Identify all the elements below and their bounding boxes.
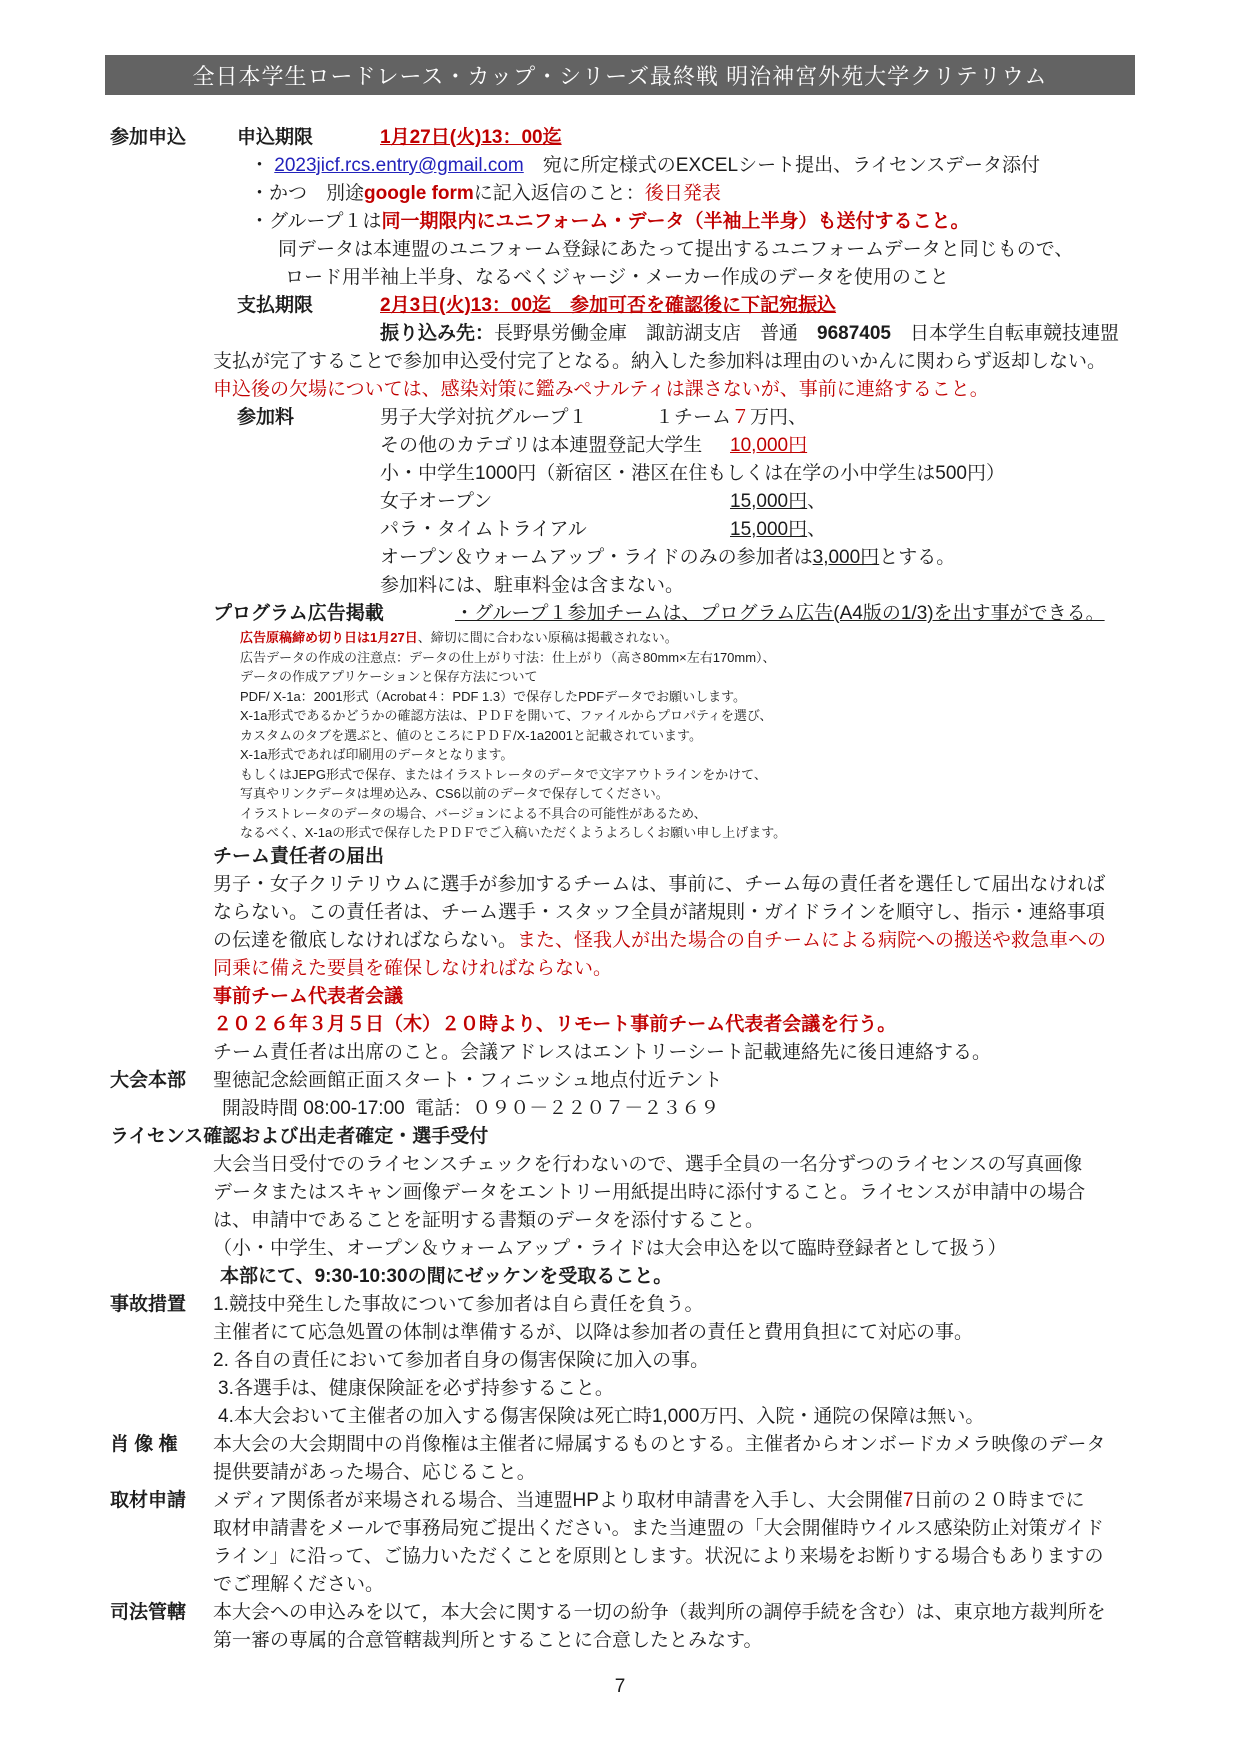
text-segment: PDF/ X-1a：2001形式（Acrobat４：PDF 1.3）で保存したPDFデータでお願いします。 [240,688,747,704]
line-content [213,983,403,1011]
line-content [213,1543,1104,1571]
line-ad-note-8 [110,765,1140,785]
text-segment: 第一審の専属的合意管轄裁判所とすることに合意したとみなす。 [213,1629,763,1651]
line-content [213,1571,384,1599]
line-cell [213,1207,764,1235]
line-cell [240,687,746,707]
line-cell [213,927,1106,955]
line-cell [380,544,955,572]
line-content [380,516,826,544]
text-segment: 1月27日(火)13：00迄 [380,127,562,148]
line-content [213,1319,973,1347]
line-cell [213,1347,709,1375]
text-segment: チーム責任者は出席のこと。会議アドレスはエントリーシート記載連絡先に後日連絡する。 [213,1041,992,1063]
text-segment: ライセンス確認および出走者確定・選手受付 [110,1125,489,1147]
text-segment: 同乗に備えた要員を確保しなければならない。 [213,957,613,979]
line-press-2 [110,1515,1140,1543]
line-program-ad [110,600,1140,628]
line-cell [240,823,786,843]
text-segment: 9687405 [817,323,891,344]
line-content [250,180,721,208]
line-team-manager-1 [110,871,1140,899]
line-cell [213,1627,762,1655]
line-google-form [110,180,1140,208]
text-segment: 長野県労働金庫 諏訪湖支店 普通 [494,323,818,344]
line-cell [213,1067,722,1095]
line-cell [218,1375,614,1403]
line-ad-note-6 [110,726,1140,746]
text-segment: 2月3日(火)13：00迄 参加可否を確認後に下記宛振込 [380,295,837,316]
line-cell [380,572,684,600]
text-segment: 宛に所定様式のEXCELシート提出、ライセンスデータ添付 [523,155,1040,176]
text-segment: 日本学生自転車競技連盟 [891,323,1120,344]
line-content [240,706,772,726]
text-segment: 7 [902,1489,914,1511]
line-content [240,784,669,804]
line-pre-meeting-note [110,1039,1140,1067]
text-segment: とする。 [879,547,956,568]
line-press-1 [110,1487,1140,1515]
line-accident-5 [110,1403,1140,1431]
line-cell [250,180,721,208]
email-link[interactable]: 2023jicf.rcs.entry@gmail.com [274,155,524,176]
line-cell [213,1515,1104,1543]
text-segment: 女子オープン [380,491,493,512]
line-press-3 [110,1543,1140,1571]
line-content [380,292,836,320]
text-segment: 、締切に間に合わない原稿は掲載されない。 [417,630,678,645]
text-segment: チーム責任者の届出 [213,845,385,867]
page-title: 全日本学生ロードレース・カップ・シリーズ最終戦 明治神宮外苑大学クリテリウム [192,63,1048,89]
line-content [213,1235,1007,1263]
line-ad-note-11 [110,823,1140,843]
line-cell [730,488,826,516]
line-ad-note-2 [110,648,1140,668]
line-content [240,648,776,668]
line-cell [240,784,669,804]
line-fee-other [110,432,1140,460]
line-bank-account [110,320,1140,348]
line-content [278,236,1073,264]
line-team-manager-4 [110,955,1140,983]
line-cell [213,1319,973,1347]
text-segment: に記入返信のこと： [473,183,645,204]
line-cell [380,432,730,460]
line-cell [240,667,537,687]
line-content [380,488,826,516]
line-cell [240,745,513,765]
line-press-4 [110,1571,1140,1599]
line-content [380,544,955,572]
text-segment: 15,000円 [730,519,808,540]
line-pre-meeting-datetime [110,1011,1140,1039]
text-segment: 小・中学生1000円（新宿区・港区在住もしくは在学の小中学生は500円） [380,463,1005,484]
text-segment: ７ [731,407,751,428]
line-cell [380,516,730,544]
line-content [213,376,989,404]
line-cell [250,152,1040,180]
text-segment: 万円、 [750,407,808,428]
line-fee-para-tt [110,516,1140,544]
line-cell [240,804,707,824]
text-segment: プログラム広告掲載 [213,603,384,624]
text-segment: 支払が完了することで参加申込受付完了となる。納入した参加料は理由のいかんに関わらず返却しない。 [213,351,1107,372]
line-content [240,804,707,824]
line-cell [213,1599,1106,1627]
page-number: 7 [614,1676,626,1697]
line-content [240,726,702,746]
text-segment: google form [364,183,474,204]
sub-label: 参加料 [237,407,295,428]
line-cell [213,1011,896,1039]
line-fee-elementary [110,460,1140,488]
text-segment: オープン＆ウォームアップ・ライドのみの参加者は [380,547,813,568]
text-segment: 取材申請書をメールで事務局宛ご提出ください。また当連盟の「大会開催時ウイルス感染防止対策ガイド [213,1517,1104,1539]
line-cell [220,1263,672,1291]
line-fee-open-ride [110,544,1140,572]
text-segment: X-1a形式であれば印刷用のデータとなります。 [240,747,514,762]
line-entry-deadline [110,124,1140,152]
line-content [213,1179,1085,1207]
line-cell [380,320,1119,348]
line-team-manager-2 [110,899,1140,927]
section-label: 参加申込 [110,127,187,148]
line-entry-email [110,152,1140,180]
line-content [250,208,970,236]
line-content [285,264,949,292]
text-segment: （小・中学生、オープン＆ウォームアップ・ライドは大会申込を以て臨時登録者として扱う） [213,1237,1007,1259]
text-segment: 男子大学対抗グループ１ [380,407,588,428]
line-cell [730,432,807,460]
line-portrait-1 [110,1431,1140,1459]
line-cell [240,706,772,726]
text-segment: パラ・タイムトライアル [380,519,587,540]
line-cell [213,1571,384,1599]
line-cell [730,516,826,544]
sub-label: 申込期限 [237,127,314,148]
text-segment: 写真やリンクデータは埋め込み、CS6以前のデータで保存してください。 [240,786,669,801]
line-content [213,348,1106,376]
text-segment: X-1a形式であるかどうかの確認方法は、ＰＤＦを開いて、ファイルからプロパティを選び、 [240,708,773,723]
line-portrait-2 [110,1459,1140,1487]
line-cell [213,983,403,1011]
line-cell [240,648,776,668]
text-segment: ・ [250,155,275,176]
line-content [213,1627,762,1655]
line-content [213,1459,536,1487]
line-cell [213,1235,1007,1263]
text-segment: 3,000円 [812,547,880,568]
line-group1-uniform [110,208,1140,236]
line-fee-women-open [110,488,1140,516]
line-cell [213,1487,1084,1515]
line-cell [250,208,970,236]
text-segment: 1.競技中発生した事故について参加者は自ら責任を負う。 [213,1293,704,1315]
line-content [213,1487,1084,1515]
text-segment: 大会当日受付でのライセンスチェックを行わないので、選手全員の一名分ずつのライセンスの写真画像 [213,1153,1083,1175]
text-segment: 、 [807,519,827,540]
line-cell [213,376,989,404]
line-content [380,124,562,152]
text-segment: データまたはスキャン画像データをエントリー用紙提出時に添付すること。ライセンスが申請中の場合 [213,1181,1086,1203]
text-segment: 10,000円 [730,435,808,456]
text-segment: イラストレータのデータの場合、バージョンによる不具合の可能性があるため、 [240,805,707,821]
line-fee-group1 [110,404,1140,432]
line-ad-note-10 [110,804,1140,824]
line-cell [213,348,1106,376]
text-segment: 振り込み先： [380,323,495,344]
line-content [380,404,807,432]
document-body [110,124,1140,1655]
text-segment: カスタムのタブを選ぶと、値のところにＰＤＦ/X-1a2001と記載されています。 [240,727,702,743]
line-ad-note-7 [110,745,1140,765]
line-cell [380,488,730,516]
line-content [218,1403,984,1431]
line-payment-note [110,348,1140,376]
line-ad-note-4 [110,687,1140,707]
line-content [240,667,537,687]
text-segment: 聖徳記念絵画館正面スタート・フィニッシュ地点付近テント [213,1069,723,1091]
text-segment: 提供要請があった場合、応じること。 [213,1461,536,1483]
line-cell [213,1151,1082,1179]
text-segment: １チーム [655,407,732,428]
line-jurisdiction-2 [110,1627,1140,1655]
line-cell [380,292,836,320]
line-cell [213,1543,1104,1571]
line-content [240,823,786,843]
text-segment: 広告原稿締め切り日は1月27日 [240,630,418,645]
section-label: 司法管轄 [110,1601,187,1623]
line-cell [380,404,655,432]
text-segment: の伝達を徹底しなければならない。 [213,929,518,951]
text-segment: 同データは本連盟のユニフォーム登録にあたって提出するユニフォームデータと同じもので、 [278,239,1074,260]
line-content [213,1431,1105,1459]
line-cell [655,404,807,432]
text-segment: 参加料には、駐車料金は含まない。 [380,575,685,596]
line-cell [213,1459,536,1487]
line-content [213,1151,1082,1179]
text-segment: なるべく、X-1aの形式で保存したＰＤＦでご入稿いただくようよろしくお願い申し上げます。 [240,825,787,840]
text-segment: ・かつ 別途 [250,183,365,204]
text-segment: 3.各選手は、健康保険証を必ず持参すること。 [218,1377,614,1399]
line-license-1 [110,1151,1140,1179]
text-segment: ・グループ１参加チームは、プログラム広告(A4版の1/3)を出す事ができる。 [455,603,1105,624]
line-cell [213,955,612,983]
line-content [213,899,1105,927]
line-hq-hours [110,1095,1140,1123]
line-content [213,1039,991,1067]
text-segment: ２０２６年３月５日（木）２０時より、リモート事前チーム代表者会議を行う。 [213,1013,897,1035]
text-segment: でご理解ください。 [213,1573,385,1595]
line-pre-meeting-heading [110,983,1140,1011]
line-content [213,1207,764,1235]
line-cell [278,236,1073,264]
line-team-manager-3 [110,927,1140,955]
line-license-3 [110,1207,1140,1235]
text-segment: もしくはJEPG形式で保存、またはイラストレータのデータで文字アウトラインをかけて、 [240,766,767,782]
line-cell [213,600,455,628]
text-segment: ・グループ１は [250,211,382,232]
text-segment: 広告データの作成の注意点：データの仕上がり寸法：仕上がり（高さ80mm×左右170mm）、 [240,649,776,665]
line-content [213,1011,896,1039]
section-label: 肖 像 権 [110,1433,178,1455]
text-segment: 4.本大会おいて主催者の加入する傷害保険は死亡時1,000万円、入院・通院の保障は無い。 [218,1405,985,1427]
text-segment: は、申請中であることを証明する書類のデータを添付すること。 [213,1209,765,1231]
line-cell [213,1179,1085,1207]
line-content [213,1599,1106,1627]
line-cell [218,1403,984,1431]
text-segment: 男子・女子クリテリウムに選手が参加するチームは、事前に、チーム毎の責任者を選任して届出なければ [213,873,1106,895]
line-hq [110,1067,1140,1095]
line-payment-deadline [110,292,1140,320]
section-label: 大会本部 [110,1069,187,1091]
line-team-manager-heading [110,843,1140,871]
text-segment: 本大会の大会期間中の肖像権は主催者に帰属するものとする。主催者からオンボードカメラ映像のデータ [213,1433,1106,1455]
text-segment: ならない。この責任者は、チーム選手・スタッフ全員が諸規則・ガイドラインを順守し、指示・連絡事項 [213,901,1105,923]
line-cell [110,1123,488,1151]
line-cell [240,726,702,746]
line-cell [240,765,767,785]
text-segment: 主催者にて応急処置の体制は準備するが、以降は参加者の責任と費用負担にて対応の事。 [213,1321,974,1343]
line-content [220,1263,672,1291]
line-accident-1 [110,1291,1140,1319]
line-cell [285,264,949,292]
line-content [380,572,684,600]
line-content [213,600,1105,628]
line-absence-note [110,376,1140,404]
section-label: 取材申請 [110,1489,187,1511]
line-accident-3 [110,1347,1140,1375]
text-segment: また、怪我人が出た場合の自チームによる病院への搬送や救急車への [517,929,1107,951]
line-ad-note-3 [110,667,1140,687]
line-license-2 [110,1179,1140,1207]
text-segment: メディア関係者が来場される場合、当連盟HPより取材申請書を入手し、大会開催 [213,1489,903,1511]
line-cell [240,628,678,648]
line-cell [213,843,384,871]
text-segment: データの作成アプリケーションと保存方法について [240,669,538,684]
text-segment: 申込後の欠場については、感染対策に鑑みペナルティは課さないが、事前に連絡すること。 [213,379,989,400]
text-segment: ロード用半袖上半身、なるべくジャージ・メーカー作成のデータを使用のこと [285,267,949,288]
line-cell [213,1291,703,1319]
line-content [250,152,1040,180]
text-segment: 2. 各自の責任において参加者自身の傷害保険に加入の事。 [213,1349,710,1371]
line-cell [380,124,562,152]
line-content [240,745,513,765]
line-content [213,1291,703,1319]
line-content [213,927,1106,955]
text-segment: 15,000円 [730,491,808,512]
line-content [222,1095,719,1123]
line-content [213,1347,709,1375]
line-content [240,765,767,785]
line-license-heading [110,1123,1140,1151]
text-segment: その他のカテゴリは本連盟登記大学生 [380,435,703,456]
line-accident-2 [110,1319,1140,1347]
text-segment: 事前チーム代表者会議 [213,985,404,1007]
document-title-bar [105,55,1135,95]
text-segment: 日前の２０時までに [913,1489,1085,1511]
text-segment: 、 [807,491,827,512]
line-cell [222,1095,719,1123]
text-segment: 後日発表 [644,183,721,204]
line-license-4 [110,1235,1140,1263]
line-content [213,1067,722,1095]
text-segment: 本大会への申込みを以て，本大会に関する一切の紛争（裁判所の調停手続を含む）は、東京地方裁判所を [213,1601,1106,1623]
line-cell [213,899,1105,927]
line-content [240,687,746,707]
sub-label: 支払期限 [237,295,314,316]
line-accident-4 [110,1375,1140,1403]
line-content [213,955,612,983]
line-ad-note-9 [110,784,1140,804]
text-segment: 本部にて、9:30-10:30の間にゼッケンを受取ること。 [220,1265,673,1287]
line-content [213,843,384,871]
line-jurisdiction-1 [110,1599,1140,1627]
line-ad-note-1 [110,628,1140,648]
line-cell [213,1431,1105,1459]
line-content [240,628,678,648]
line-content [213,871,1105,899]
section-label: 事故措置 [110,1293,187,1315]
line-uniform-note-1 [110,236,1140,264]
line-content [218,1375,614,1403]
text-segment: 同一期限内にユニフォーム・データ（半袖上半身）も送付すること。 [381,211,970,232]
text-segment: ライン」に沿って、ご協力いただくことを原則とします。状況により来場をお断りする場合もありますの [213,1545,1104,1567]
line-content [380,460,1005,488]
line-content [213,1515,1104,1543]
line-content [380,320,1119,348]
line-fee-parking [110,572,1140,600]
text-segment: 開設時間 08:00-17:00 電話：０９０－２２０７－２３６９ [222,1097,720,1119]
line-cell [213,871,1105,899]
line-content [380,432,807,460]
line-bib-pickup [110,1263,1140,1291]
line-ad-note-5 [110,706,1140,726]
line-cell [213,1039,991,1067]
line-uniform-note-2 [110,264,1140,292]
line-content [110,1123,488,1151]
line-cell [380,460,1005,488]
line-cell [455,600,1105,628]
